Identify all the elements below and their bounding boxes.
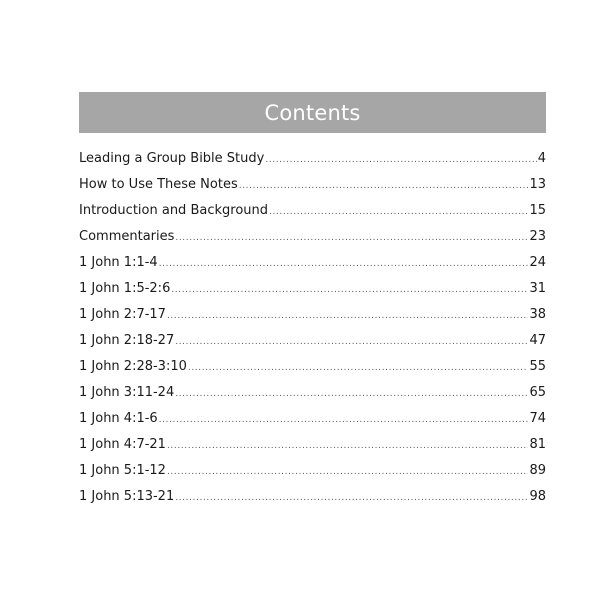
toc-entry-title: How to Use These Notes (79, 177, 238, 192)
toc-entry[interactable] (79, 432, 546, 458)
toc-entry-title: 1 John 4:7-21 (79, 437, 166, 452)
toc-entry-title: 1 John 2:18-27 (79, 333, 175, 348)
toc-entry[interactable] (79, 458, 546, 484)
toc-dot-leader (175, 329, 528, 355)
toc-dot-leader (188, 355, 529, 381)
toc-entry[interactable] (79, 224, 546, 250)
table-of-contents (79, 146, 546, 510)
toc-dot-leader (167, 303, 528, 329)
toc-dot-leader (159, 407, 529, 433)
toc-entry-page-number: 4 (537, 151, 546, 166)
toc-dot-leader (167, 459, 528, 485)
toc-entry-page-number: 15 (529, 203, 546, 218)
toc-entry-title: Introduction and Background (79, 203, 269, 218)
toc-entry-page-number: 13 (529, 177, 546, 192)
toc-entry-page-number: 23 (529, 229, 546, 244)
toc-entry[interactable] (79, 302, 546, 328)
toc-dot-leader (159, 251, 529, 277)
toc-entry-title: 1 John 5:13-21 (79, 489, 175, 504)
toc-entry-page-number: 65 (529, 385, 546, 400)
toc-entry[interactable] (79, 380, 546, 406)
toc-entry-page-number: 55 (529, 359, 546, 374)
toc-entry-page-number: 47 (529, 333, 546, 348)
toc-entry[interactable] (79, 406, 546, 432)
toc-entry-title: 1 John 2:28-3:10 (79, 359, 187, 374)
toc-entry-page-number: 31 (529, 281, 546, 296)
toc-dot-leader (265, 147, 536, 173)
toc-entry-title: 1 John 4:1-6 (79, 411, 158, 426)
toc-entry[interactable] (79, 146, 546, 172)
toc-entry[interactable] (79, 276, 546, 302)
toc-entry-title: 1 John 3:11-24 (79, 385, 175, 400)
toc-entry-title: 1 John 1:5-2:6 (79, 281, 171, 296)
toc-dot-leader (175, 225, 528, 251)
toc-dot-leader (167, 433, 528, 459)
contents-header-bar (79, 92, 546, 133)
toc-dot-leader (175, 381, 528, 407)
page-title: Contents (264, 100, 361, 125)
toc-entry-page-number: 38 (529, 307, 546, 322)
toc-dot-leader (171, 277, 528, 303)
toc-entry[interactable] (79, 354, 546, 380)
toc-entry[interactable] (79, 328, 546, 354)
toc-entry[interactable] (79, 484, 546, 510)
toc-entry[interactable] (79, 250, 546, 276)
toc-entry[interactable] (79, 172, 546, 198)
toc-entry-title: 1 John 1:1-4 (79, 255, 158, 270)
toc-dot-leader (239, 173, 529, 199)
toc-entry-page-number: 74 (529, 411, 546, 426)
toc-entry-title: Leading a Group Bible Study (79, 151, 265, 166)
toc-entry-page-number: 89 (529, 463, 546, 478)
toc-entry-title: 1 John 2:7-17 (79, 307, 166, 322)
toc-dot-leader (175, 485, 528, 511)
toc-entry-title: 1 John 5:1-12 (79, 463, 166, 478)
toc-entry-title: Commentaries (79, 229, 175, 244)
toc-entry-page-number: 98 (529, 489, 546, 504)
toc-dot-leader (269, 199, 528, 225)
toc-entry-page-number: 81 (529, 437, 546, 452)
toc-entry-page-number: 24 (529, 255, 546, 270)
toc-entry[interactable] (79, 198, 546, 224)
